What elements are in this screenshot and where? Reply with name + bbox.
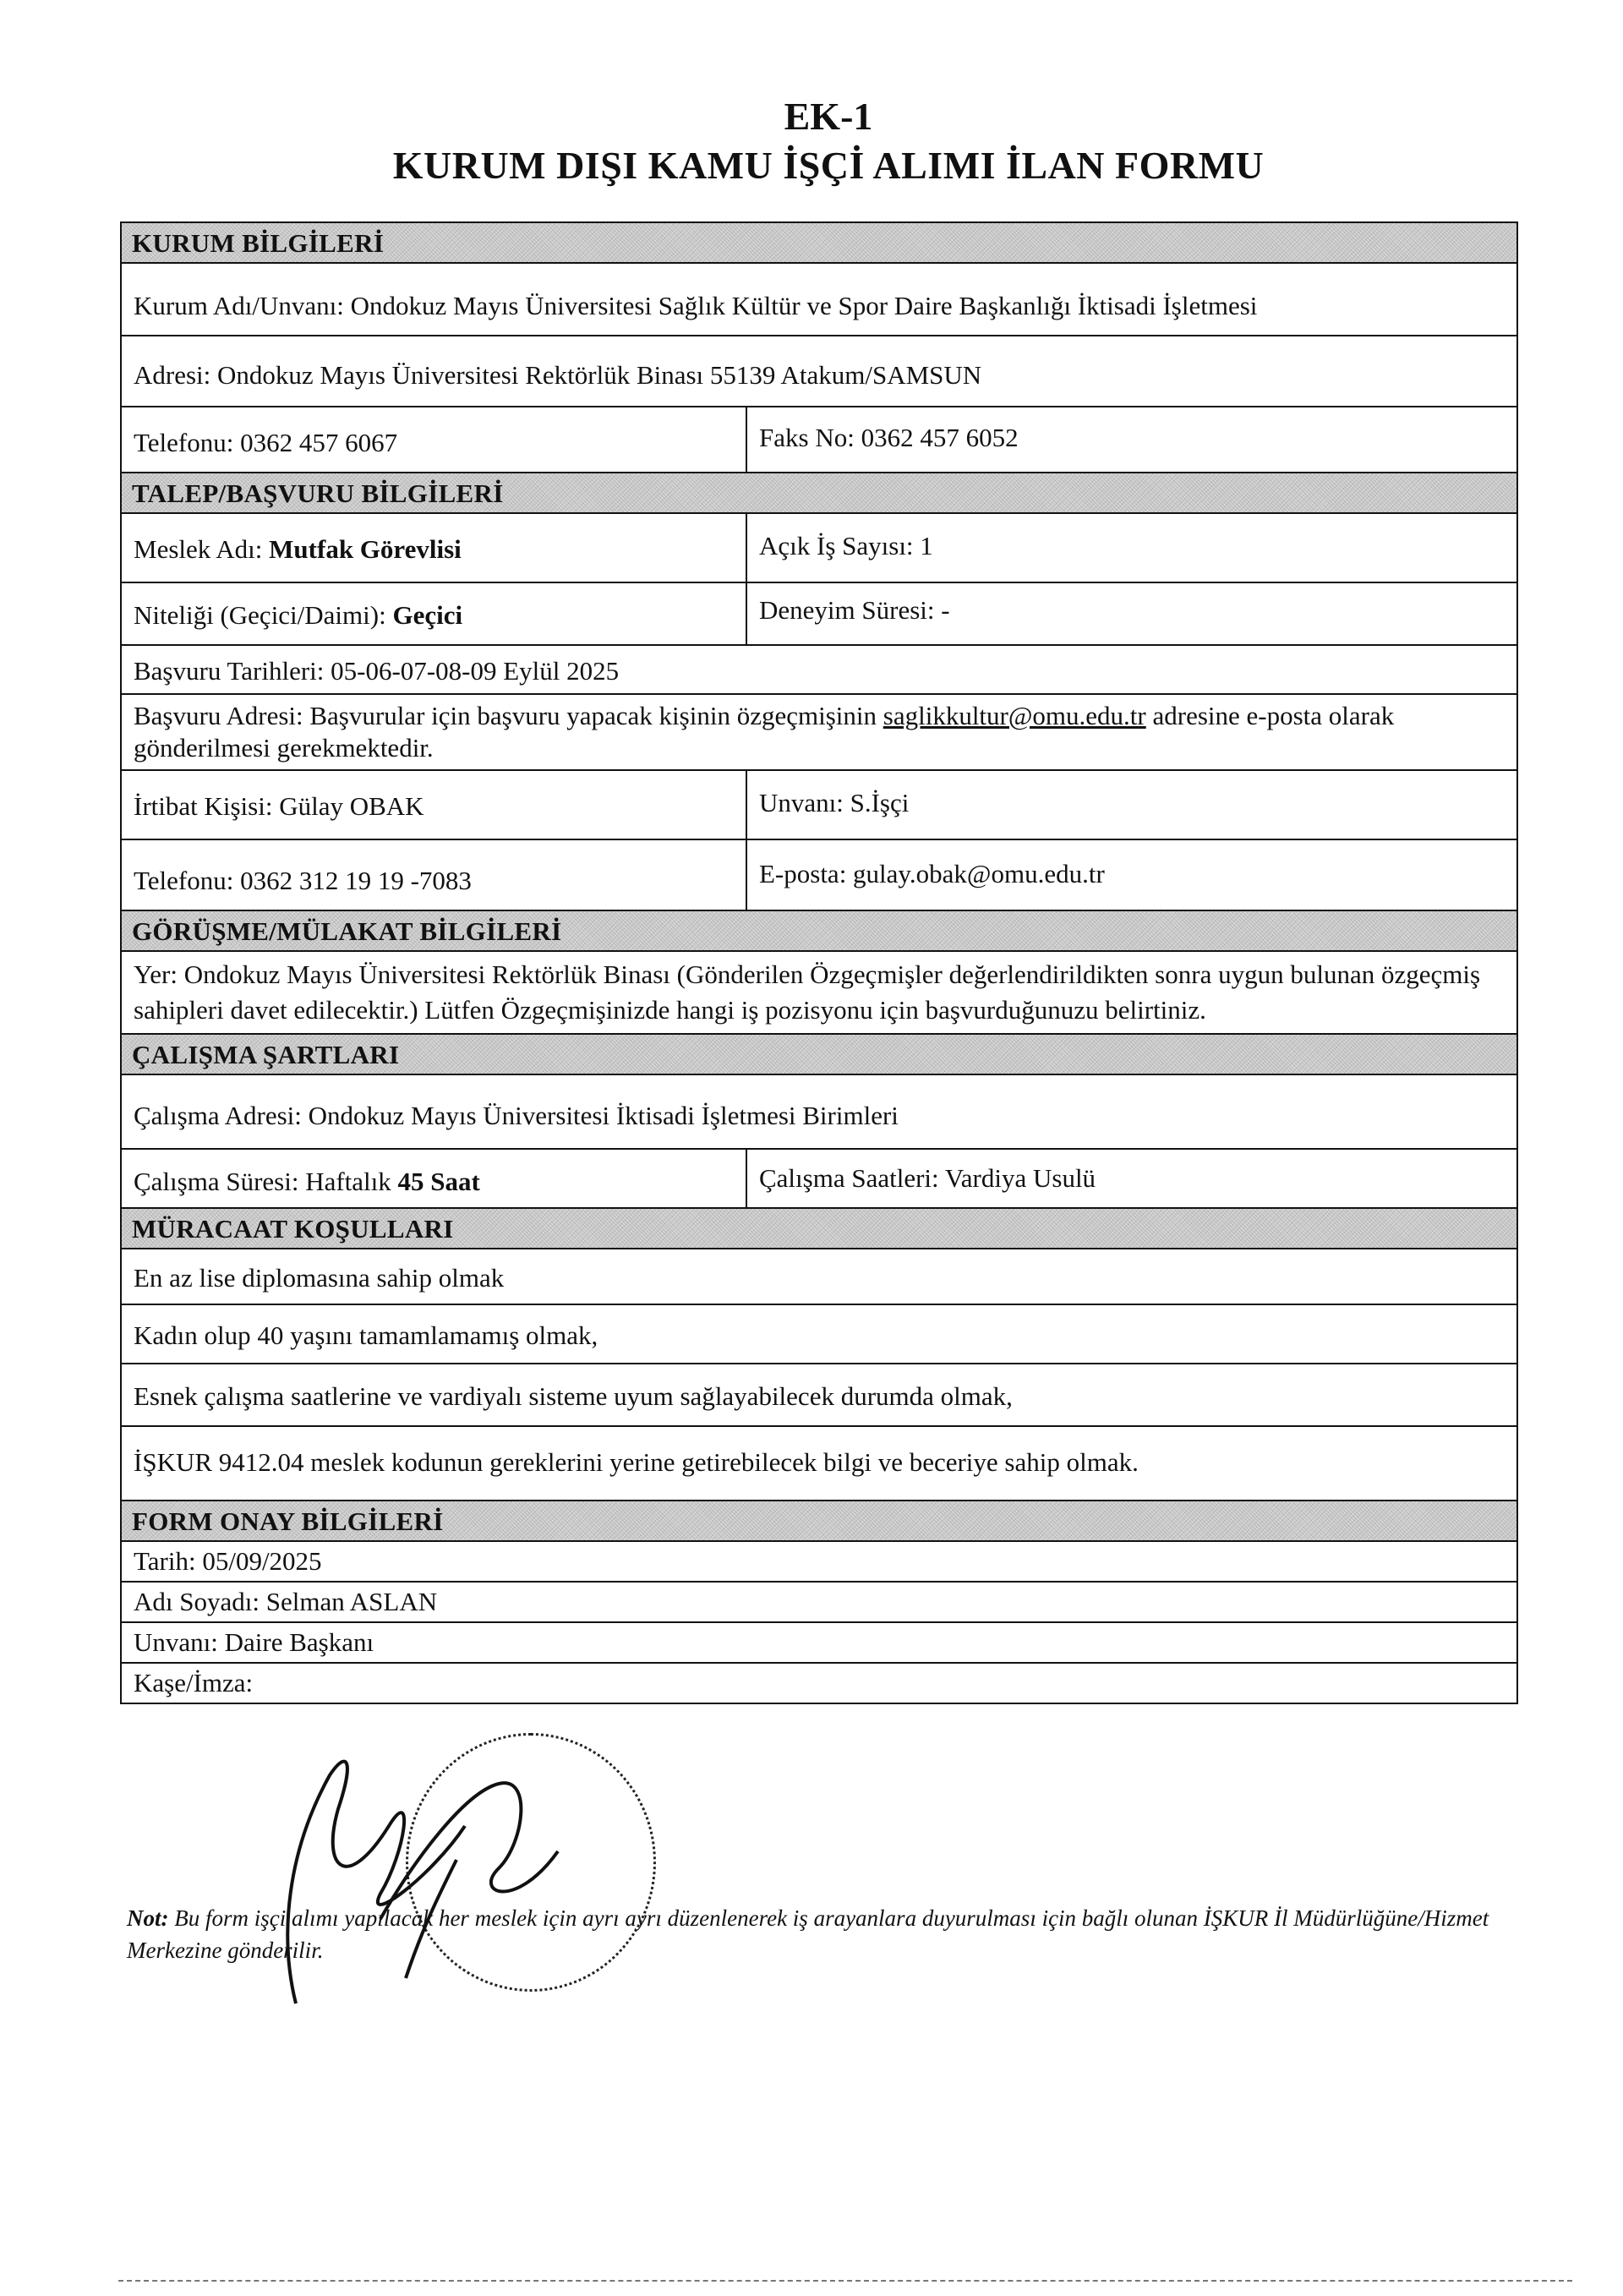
contact-phone: Telefonu: 0362 312 19 19 -7083: [122, 840, 747, 910]
institution-name-row: [122, 264, 1516, 336]
approval-date-row: [122, 1542, 1516, 1583]
official-stamp-icon: [406, 1733, 656, 1992]
note-label: Not:: [127, 1905, 169, 1931]
nature-value: Geçici: [392, 600, 463, 630]
condition-row: [122, 1249, 1516, 1305]
condition-row: [122, 1427, 1516, 1501]
work-hours-row: [122, 1150, 1516, 1209]
contact-email: E-posta: gulay.obak@omu.edu.tr: [759, 859, 1105, 888]
occupation-label: Meslek Adı:: [134, 534, 270, 564]
section-header-talep: TALEP/BAŞVURU BİLGİLERİ: [122, 473, 1516, 514]
application-address-suffix: adresine e-posta olarak gönderilmesi gerekmektedir.: [134, 701, 1395, 763]
job-posting-form: [120, 221, 1518, 1704]
condition-item: İŞKUR 9412.04 meslek kodunun gereklerini yerine getirebilecek bilgi ve beceriye sahip olmak.: [134, 1447, 1139, 1477]
section-header-kurum: KURUM BİLGİLERİ: [122, 223, 1516, 264]
section-header-calisma: ÇALIŞMA ŞARTLARI: [122, 1035, 1516, 1075]
condition-item: Kadın olup 40 yaşını tamamlamamış olmak,: [134, 1320, 598, 1350]
work-duration: [122, 1150, 747, 1207]
contact-person-row: [122, 771, 1516, 840]
condition-row: [122, 1364, 1516, 1427]
approval-name: Adı Soyadı: Selman ASLAN: [134, 1587, 438, 1616]
approval-title: Unvanı: Daire Başkanı: [134, 1627, 374, 1657]
approval-stamp-signature: Kaşe/İmza:: [134, 1668, 254, 1697]
approval-title-row: [122, 1623, 1516, 1664]
work-duration-value: 45 Saat: [397, 1167, 480, 1196]
contact-title: Unvanı: S.İşçi: [759, 788, 910, 817]
application-address-prefix: Başvuru Adresi: Başvurular için başvuru yapacak kişinin özgeçmişinin: [134, 701, 883, 730]
nature: [122, 583, 747, 644]
document-header: [0, 93, 1623, 191]
institution-name: Kurum Adı/Unvanı: Ondokuz Mayıs Üniversitesi Sağlık Kültür ve Spor Daire Başkanlığı İktisadi İşletmesi: [134, 291, 1258, 320]
application-address: [122, 695, 1516, 769]
document-title: KURUM DIŞI KAMU İŞÇİ ALIMI İLAN FORMU: [392, 144, 1265, 187]
interview-place: Yer: Ondokuz Mayıs Üniversitesi Rektörlük Binası (Gönderilen Özgeçmişler değerlendirildikten sonra uygun bulunan özgeçmiş sahipleri davet edilecektir.) Lütfen Özgeçmişinizde hangi iş pozisyonu için başvurduğunuzu belirtiniz.: [134, 959, 1481, 1025]
approval-stamp-row: [122, 1664, 1516, 1703]
open-positions: Açık İş Sayısı: 1: [759, 531, 933, 560]
institution-address-row: [122, 336, 1516, 407]
occupation-row: [122, 514, 1516, 583]
work-address: Çalışma Adresi: Ondokuz Mayıs Üniversitesi İktisadi İşletmesi Birimleri: [134, 1101, 899, 1130]
application-address-row: [122, 695, 1516, 771]
annex-label: EK-1: [784, 95, 873, 138]
nature-label: Niteliği (Geçici/Daimi):: [134, 600, 393, 630]
occupation-value: Mutfak Görevlisi: [269, 534, 462, 564]
institution-address: Adresi: Ondokuz Mayıs Üniversitesi Rektörlük Binası 55139 Atakum/SAMSUN: [134, 360, 982, 390]
interview-place-row: [122, 952, 1516, 1035]
work-shift: Çalışma Saatleri: Vardiya Usulü: [759, 1163, 1096, 1193]
condition-row: [122, 1305, 1516, 1364]
application-dates: Başvuru Tarihleri: 05-06-07-08-09 Eylül 2025: [134, 656, 620, 686]
institution-contact-row: [122, 407, 1516, 473]
institution-phone: Telefonu: 0362 457 6067: [122, 407, 747, 472]
approval-date: Tarih: 05/09/2025: [134, 1546, 322, 1576]
institution-fax: Faks No: 0362 457 6052: [759, 423, 1019, 452]
section-header-onay: FORM ONAY BİLGİLERİ: [122, 1501, 1516, 1542]
occupation: [122, 514, 747, 582]
condition-item: Esnek çalışma saatlerine ve vardiyalı sisteme uyum sağlayabilecek durumda olmak,: [134, 1381, 1013, 1411]
page-bottom-divider: [118, 2280, 1572, 2282]
section-header-gorusme: GÖRÜŞME/MÜLAKAT BİLGİLERİ: [122, 911, 1516, 952]
nature-row: [122, 583, 1516, 646]
section-header-muracaat: MÜRACAAT KOŞULLARI: [122, 1209, 1516, 1249]
experience: Deneyim Süresi: -: [759, 595, 950, 625]
work-address-row: [122, 1075, 1516, 1150]
contact-person: İrtibat Kişisi: Gülay OBAK: [122, 771, 747, 839]
condition-item: En az lise diplomasına sahip olmak: [134, 1263, 505, 1293]
approval-name-row: [122, 1583, 1516, 1623]
application-dates-row: [122, 646, 1516, 695]
note-text: Bu form işçi alımı yapılacak her meslek için ayrı ayrı düzenlenerek iş arayanlara duyurulması için bağlı olunan İŞKUR İl Müdürlüğüne/Hizmet Merkezine gönderilir.: [127, 1905, 1489, 1963]
footer-note: [127, 1902, 1547, 1966]
work-duration-label: Çalışma Süresi: Haftalık: [134, 1167, 398, 1196]
application-email-link[interactable]: saglikkultur@omu.edu.tr: [883, 701, 1146, 730]
contact-phone-row: [122, 840, 1516, 911]
